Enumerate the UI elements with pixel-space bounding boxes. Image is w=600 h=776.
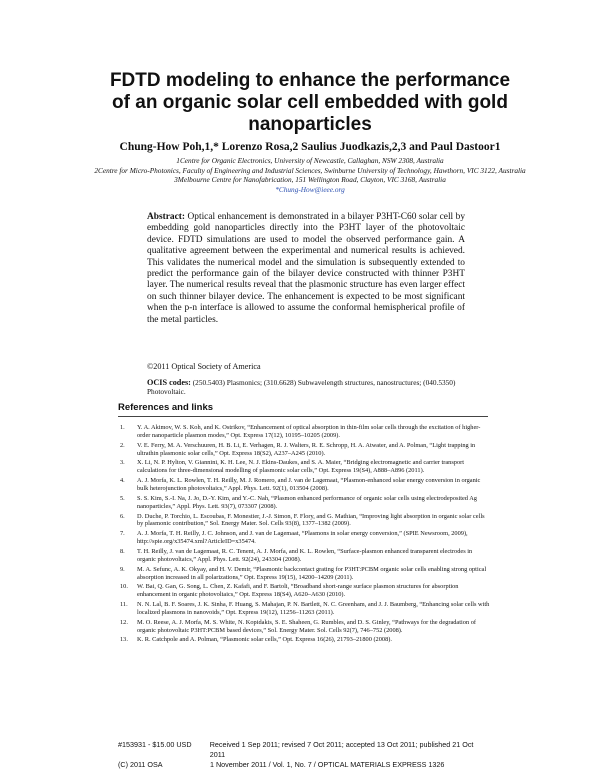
reference-number: 9. bbox=[120, 565, 125, 573]
affiliation-1: 1Centre for Organic Electronics, University of Newcastle, Callaghan, NSW 2308, Australia bbox=[176, 156, 444, 165]
reference-text: D. Duche, P. Torchio, L. Escoubas, F. Monestier, J.-J. Simon, F. Flory, and G. Mathian, “Improving light absorption in organic solar cells by plasmonic contribution,” Sol. Energy Mater. Sol. Cells 93(8), 1377–1382 (2009). bbox=[137, 512, 485, 528]
reference-number: 12. bbox=[120, 618, 128, 626]
reference-text: V. E. Ferry, M. A. Verschuuren, H. B. Li, E. Verhagen, R. J. Walters, R. E. Schropp, H. A. Atwater, and A. Polman, “Light trapping in ultrathin plasmonic solar cells,” Opt. Express 18(S2), A237–A245 (2010). bbox=[137, 441, 476, 457]
footer-osa: (C) 2011 OSA bbox=[118, 760, 163, 769]
abstract bbox=[147, 212, 465, 326]
reference-item bbox=[118, 459, 490, 475]
reference-number: 1. bbox=[120, 424, 125, 431]
reference-number: 6. bbox=[120, 512, 125, 520]
reference-text: A. J. Morfa, K. L. Rowlen, T. H. Reilly, M. J. Romero, and J. van de Lagemaat, “Plasmon-enhanced solar energy conversion in organic bulk heterojunction photovoltaics,” Appl. Phys. Lett. 92(1), 013504 (2008). bbox=[137, 477, 481, 493]
reference-item bbox=[118, 601, 490, 617]
reference-item bbox=[118, 477, 490, 493]
reference-item bbox=[118, 583, 490, 599]
reference-number: 7. bbox=[120, 530, 125, 538]
reference-number: 10. bbox=[120, 583, 128, 591]
abstract-heading: Abstract: bbox=[147, 212, 186, 222]
reference-text: T. H. Reilly, J. van de Lagemaat, R. C. Tenent, A. J. Morfa, and K. L. Rowlen, “Surface-plasmon enhanced transparent electrodes in organic photovoltaics,” Appl. Phys. Lett. 92(24), 243304 (2008). bbox=[137, 547, 473, 563]
references-heading: References and links bbox=[118, 402, 488, 417]
reference-number: 5. bbox=[120, 494, 125, 502]
reference-number: 8. bbox=[120, 547, 125, 555]
reference-text: M. A. Sefunc, A. K. Okyay, and H. V. Demir, “Plasmonic backcontact grating for P3HT:PCBM organic solar cells enabling strong optical absorption increased in all polarizations,” Opt. Express 19(15), 14200–14209 (2011). bbox=[137, 565, 487, 581]
reference-text: N. N. Lal, B. F. Soares, J. K. Sinha, F. Huang, S. Mahajan, P. N. Bartlett, N. C. Greenham, and J. J. Baumberg, “Enhancing solar cells with localized plasmons in nanovoids,” Opt. Express 19(12), 11256–11263 (2011). bbox=[137, 601, 490, 616]
author-list: Chung-How Poh,1,* Lorenzo Rosa,2 Saulius Juodkazis,2,3 and Paul Dastoor1 bbox=[119, 141, 501, 153]
affiliations bbox=[90, 156, 530, 194]
reference-item bbox=[118, 548, 490, 564]
reference-item bbox=[118, 530, 490, 546]
reference-item bbox=[118, 495, 490, 511]
reference-text: A. J. Morfa, T. H. Reilly, J. C. Johnson, and J. van de Lagemaat, “Plasmons in solar energy conversion,” (SPIE Newsroom, 2009), http://spie.org/x35474.xml?ArticleID=x35474. bbox=[137, 530, 468, 546]
reference-number: 3. bbox=[120, 459, 125, 467]
ocis-heading: OCIS codes: bbox=[147, 378, 191, 387]
ocis-text: (250.5403) Plasmonics; (310.6628) Subwavelength structures, nanostructures; (040.5350) Photovoltaic. bbox=[147, 378, 456, 396]
copyright-notice: ©2011 Optical Society of America bbox=[147, 362, 261, 371]
reference-number: 11. bbox=[120, 601, 128, 609]
affiliation-3: 3Melbourne Centre for Nanofabrication, 151 Wellington Road, Clayton, VIC 3168, Australia bbox=[174, 175, 446, 184]
paper-title: FDTD modeling to enhance the performance of an organic solar cell embedded with gold nanoparticles bbox=[109, 70, 511, 135]
footer-received-dates: Received 1 Sep 2011; revised 7 Oct 2011; accepted 13 Oct 2011; published 21 Oct 2011 bbox=[209, 740, 474, 759]
reference-item bbox=[118, 442, 490, 458]
abstract-text: Optical enhancement is demonstrated in a bilayer P3HT-C60 solar cell by embedding gold nanoparticles directly into the P3HT layer of the photovoltaic device. FDTD simulations are used to model the observed performance gain. A qualitative agreement between the experimental and numerical results is achieved. This validates the numerical model and the simulation is subsequently extended to predict the performance gain of the bilayer device constructed with thinner P3HT layer. The numerical results reveal that the plasmonic structure has even larger effect on such thinner bilayer device. The enhancement is expected to be most significant when the p-n interface is allowed to assume the conformal hemispherical profile of the metal particles. bbox=[147, 212, 466, 325]
reference-number: 4. bbox=[120, 477, 125, 485]
reference-list bbox=[118, 424, 490, 646]
reference-number: 13. bbox=[120, 636, 128, 644]
reference-text: X. Li, N. P. Hylton, V. Giannini, K. H. Lee, N. J. Ekins-Daukes, and S. A. Maier, “Bridging electromagnetic and carrier transport calculations for three-dimensional modelling of plasmonic solar cells,” Opt. Express 19(S4), A888–A896 (2011). bbox=[137, 459, 465, 475]
reference-item bbox=[118, 636, 490, 644]
footer-price: #153931 - $15.00 USD bbox=[118, 740, 192, 749]
reference-item bbox=[118, 619, 490, 635]
reference-text: W. Bai, Q. Gan, G. Song, L. Chen, Z. Kafafi, and F. Bartoli, “Broadband short-range surface plasmon structures for absorption enhancement in organic photovoltaics,” Opt. Express 18(S4), A620–A630 (2010). bbox=[137, 583, 459, 599]
reference-number: 2. bbox=[120, 441, 125, 449]
page-footer bbox=[118, 740, 490, 770]
reference-item bbox=[118, 424, 490, 440]
reference-text: K. R. Catchpole and A. Polman, “Plasmonic solar cells,” Opt. Express 16(26), 21793–21800 (2008). bbox=[137, 636, 392, 644]
affiliation-2: 2Centre for Micro-Photonics, Faculty of Engineering and Industrial Sciences, Swinburne University of Technology, Hawthorn, VIC 3122, Australia bbox=[94, 165, 526, 175]
reference-text: M. O. Reese, A. J. Morfa, M. S. White, N. Kopidakis, S. E. Shaheen, G. Rumbles, and D. S. Ginley, “Pathways for the degradation of organic photovoltaic P3HT:PCBM based devices,” Sol. Energy Mater. Sol. Cells 92(7), 746–752 (2008). bbox=[137, 618, 476, 634]
reference-item bbox=[118, 513, 490, 529]
footer-row-2 bbox=[118, 760, 490, 770]
reference-item bbox=[118, 566, 490, 582]
ocis-codes bbox=[147, 378, 465, 396]
corresponding-email-link[interactable]: *Chung-How@ieee.org bbox=[275, 184, 345, 194]
footer-volume-info: 1 November 2011 / Vol. 1, No. 7 / OPTICAL MATERIALS EXPRESS 1326 bbox=[210, 760, 445, 769]
footer-row-1 bbox=[118, 740, 490, 760]
reference-text: S. S. Kim, S.-I. Na, J. Jo, D.-Y. Kim, and Y.-C. Nah, “Plasmon enhanced performance of organic solar cells using electrodeposited Ag nanoparticles,” Appl. Phys. Lett. 93(7), 073307 (2008). bbox=[137, 494, 477, 510]
reference-text: Y. A. Akimov, W. S. Koh, and K. Ostrikov, “Enhancement of optical absorption in thin-film solar cells through the excitation of higher-order nanoparticle plasmon modes,” Opt. Express 17(12), 10195–10205 (2009). bbox=[137, 424, 481, 439]
